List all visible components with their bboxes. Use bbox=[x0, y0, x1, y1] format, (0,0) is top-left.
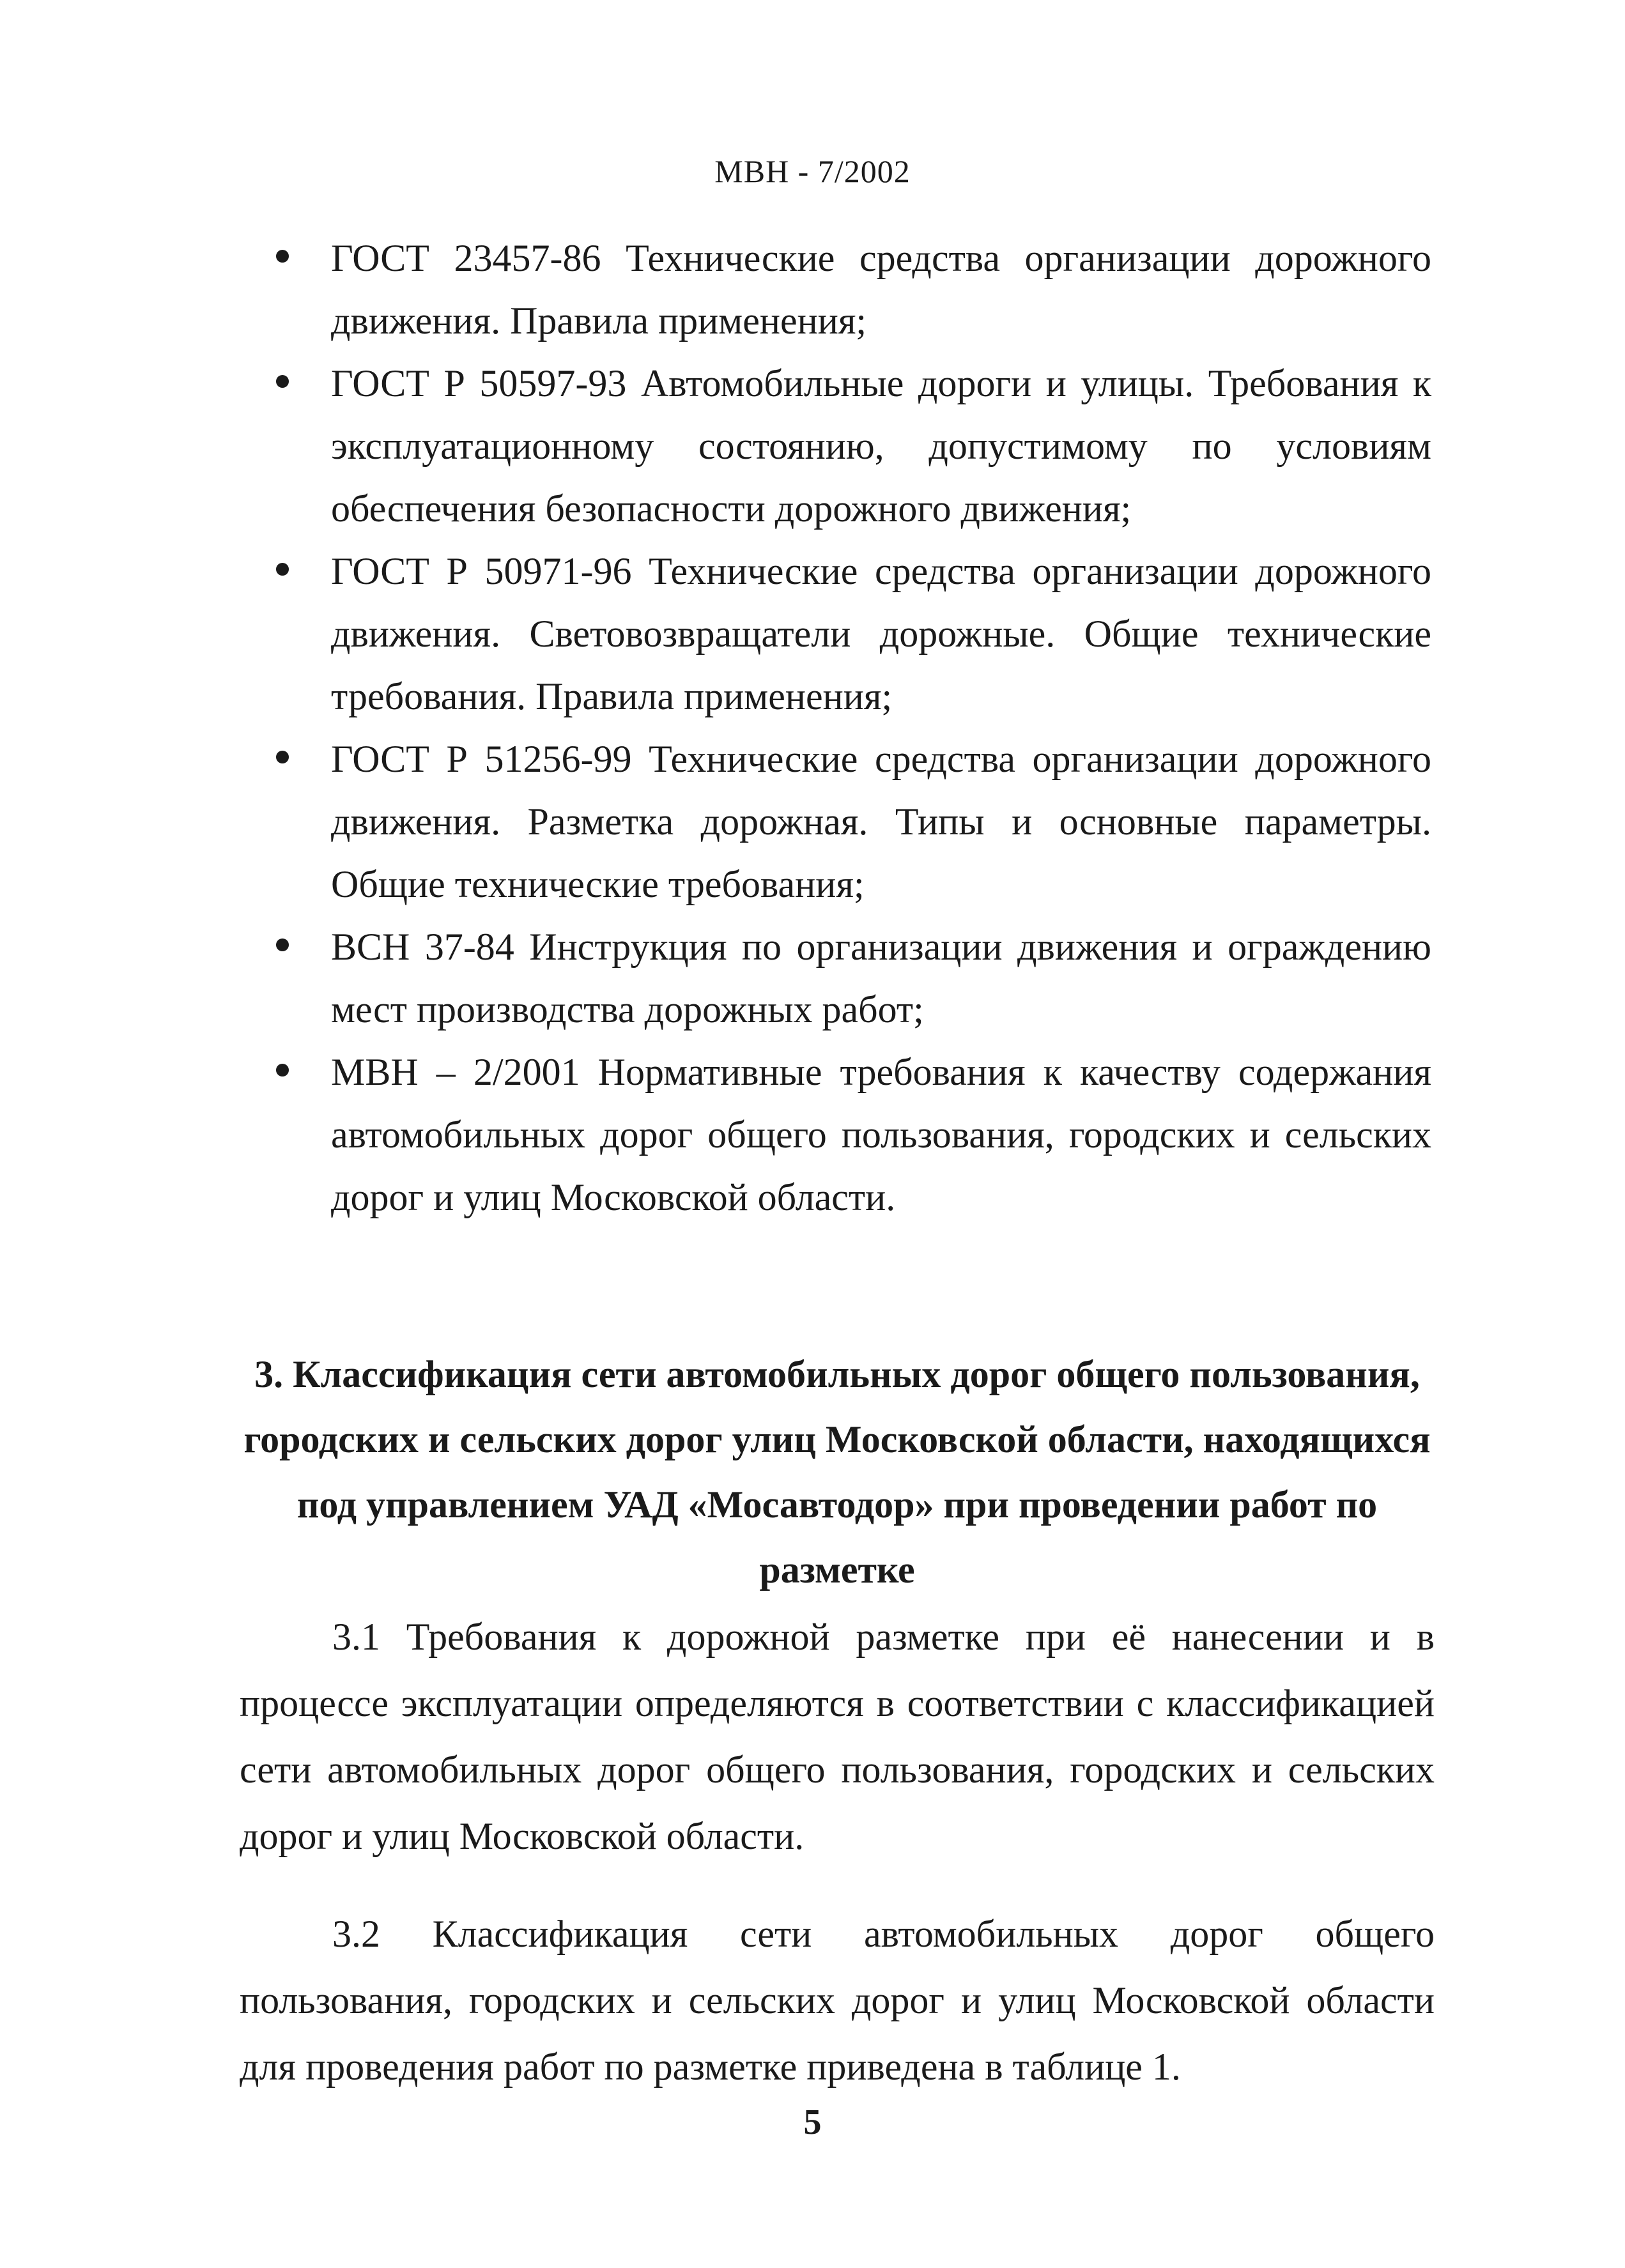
list-item-text: ГОСТ 23457-86 Технические средства организации дорожного движения. Правила применения; bbox=[331, 237, 1431, 342]
paragraph-3-2: 3.2 Классификация сети автомобильных дорог общего пользования, городских и сельских дорог и улиц Московской области для проведения работ по разметке приведена в таблице 1. bbox=[240, 1913, 1435, 2088]
bullet-icon bbox=[276, 375, 289, 388]
list-item-text: ВСН 37-84 Инструкция по организации движения и ограждению мест производства дорожных работ; bbox=[331, 926, 1431, 1031]
running-header: МВН - 7/2002 bbox=[714, 153, 911, 189]
list-item-text: ГОСТ Р 50971-96 Технические средства организации дорожного движения. Световозвращатели дорожные. Общие технические требования. Правила применения; bbox=[331, 550, 1431, 717]
paragraph-3-1: 3.1 Требования к дорожной разметке при её нанесении и в процессе эксплуатации определяются в соответствии с классификацией сети автомобильных дорог общего пользования, городских и сельских дорог и улиц Московской области. bbox=[240, 1616, 1435, 1857]
bullet-icon bbox=[276, 751, 289, 763]
bullet-icon bbox=[276, 250, 289, 263]
section-heading: 3. Классификация сети автомобильных дорог общего пользования, городских и сельских дорог улиц Московской области, находящихся под управлением УАД «Мосавтодор» при проведении работ по разметке bbox=[243, 1353, 1431, 1591]
list-item bbox=[275, 227, 1431, 352]
list-item-text: МВН – 2/2001 Нормативные требования к качеству содержания автомобильных дорог общего пользования, городских и сельских дорог и улиц Московской области. bbox=[331, 1051, 1431, 1218]
list-item-text: ГОСТ Р 50597-93 Автомобильные дороги и улицы. Требования к эксплуатационному состоянию, допустимому по условиям обеспечения безопасности дорожного движения; bbox=[331, 362, 1431, 530]
list-item-text: ГОСТ Р 51256-99 Технические средства организации дорожного движения. Разметка дорожная. Типы и основные параметры. Общие технические требования; bbox=[331, 738, 1431, 905]
list-item bbox=[275, 540, 1431, 728]
page-number: 5 bbox=[803, 2103, 822, 2142]
list-item bbox=[275, 728, 1431, 916]
normative-references-list bbox=[275, 227, 1431, 1229]
bullet-icon bbox=[276, 563, 289, 576]
bullet-icon bbox=[276, 1064, 289, 1077]
list-item bbox=[275, 916, 1431, 1041]
bullet-icon bbox=[276, 939, 289, 951]
list-item bbox=[275, 352, 1431, 540]
list-item bbox=[275, 1041, 1431, 1229]
